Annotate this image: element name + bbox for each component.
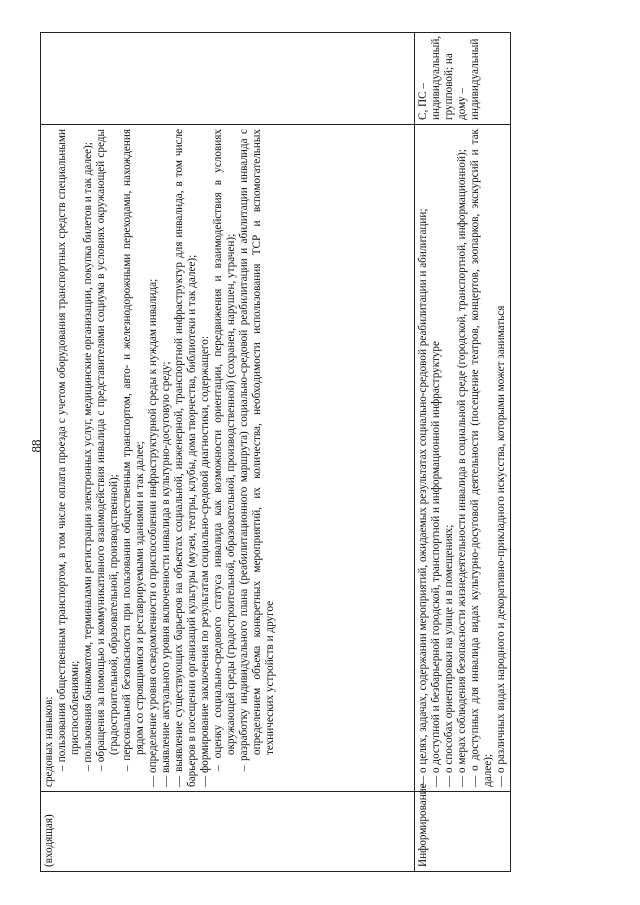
page-number: 88: [28, 439, 44, 453]
service-form-cell: [41, 33, 415, 125]
content-line: — о способах ориентировки на улице и в помещениях;: [443, 524, 455, 787]
service-content-cell: [415, 125, 511, 792]
content-line: — о различных видах народного и декоративно-прикладного искусства, которыми может заниматься: [495, 305, 507, 787]
content-line: — о доступной и безбарьерной городской, транспортной и информационной инфраструктуре: [430, 341, 442, 787]
rotated-page-content: [40, 32, 600, 872]
content-line: — определение уровня осведомленности о приспособлении инфраструктурной среды к нуждам инвалида;: [147, 278, 159, 787]
content-line: – оценку социально-средового статуса инвалида как возможности ориентации, передвижения и взаимодействия в условиях окружающей среды (градостроительной, образовательной, производственной) (сохранен, нарушен, утрачен);: [212, 129, 237, 771]
service-form-cell: С, ПС – индивидуальный, групповой; на дому – индивидуальный: [415, 33, 511, 125]
content-line: – обращения за помощью и коммуникативного взаимодействия инвалида с представителями социума в условиях окружающей среды (градостроительной, образовательной, производственной);: [95, 129, 120, 771]
content-line: – пользования общественным транспортом, в том числе оплата проезда с учетом оборудования транспортных средств специальными приспособлениями;: [56, 129, 81, 771]
content-line: — формирование заключения по результатам социально-средовой диагностики, содержащего:: [199, 336, 211, 787]
table-row: [415, 33, 511, 872]
content-line: — о мерах соблюдения безопасности жизнедеятельности инвалида в социальной среде (городской, транспортной, информационной);: [456, 149, 468, 787]
services-table: [40, 32, 511, 872]
content-line: — выявление существующих барьеров на объектах социальной, инженерной, транспортной инфраструктур для инвалида, в том числе барьеров в посещении организаций культуры (музеи, театры, клубы, дома творчества, библиотеки и так далее);: [173, 129, 198, 787]
content-line: – разработку индивидуального плана (реабилитационного маршрута) социально-средовой реабилитации и абилитации инвалида с определением объема конкретных мероприятий, их количества, необходимости использования ТСР и вспомогательных технических устройств и другое: [238, 129, 276, 771]
content-line: средовых навыков:: [43, 696, 55, 787]
service-name-cell: (входящая): [41, 792, 415, 872]
content-line: — выявление актуального уровня включенности инвалида в культурно-досуговую среду;: [160, 361, 172, 787]
table-row: [41, 33, 415, 872]
content-line: — о доступных для инвалида видах культурно-досуговой деятельности (посещение театров, концертов, зоопарков, экскурсий и так далее);: [469, 129, 494, 787]
content-line: – персональной безопасности при пользовании общественным транспортом, авто- и железнодорожными переходами, нахождения рядом со строящимися и реставрируемыми зданиями и так далее;: [121, 129, 146, 771]
content-line: – пользования банкоматом, терминалами регистрации электронных услуг, медицинские организации, покупка билетов и так далее);: [82, 142, 94, 771]
content-line: — о целях, задачах, содержании мероприятий, ожидаемых результатах социально-средовой реабилитации и абилитации;: [417, 208, 429, 787]
service-name-cell: Информирование: [415, 792, 511, 872]
service-content-cell: [41, 125, 415, 792]
